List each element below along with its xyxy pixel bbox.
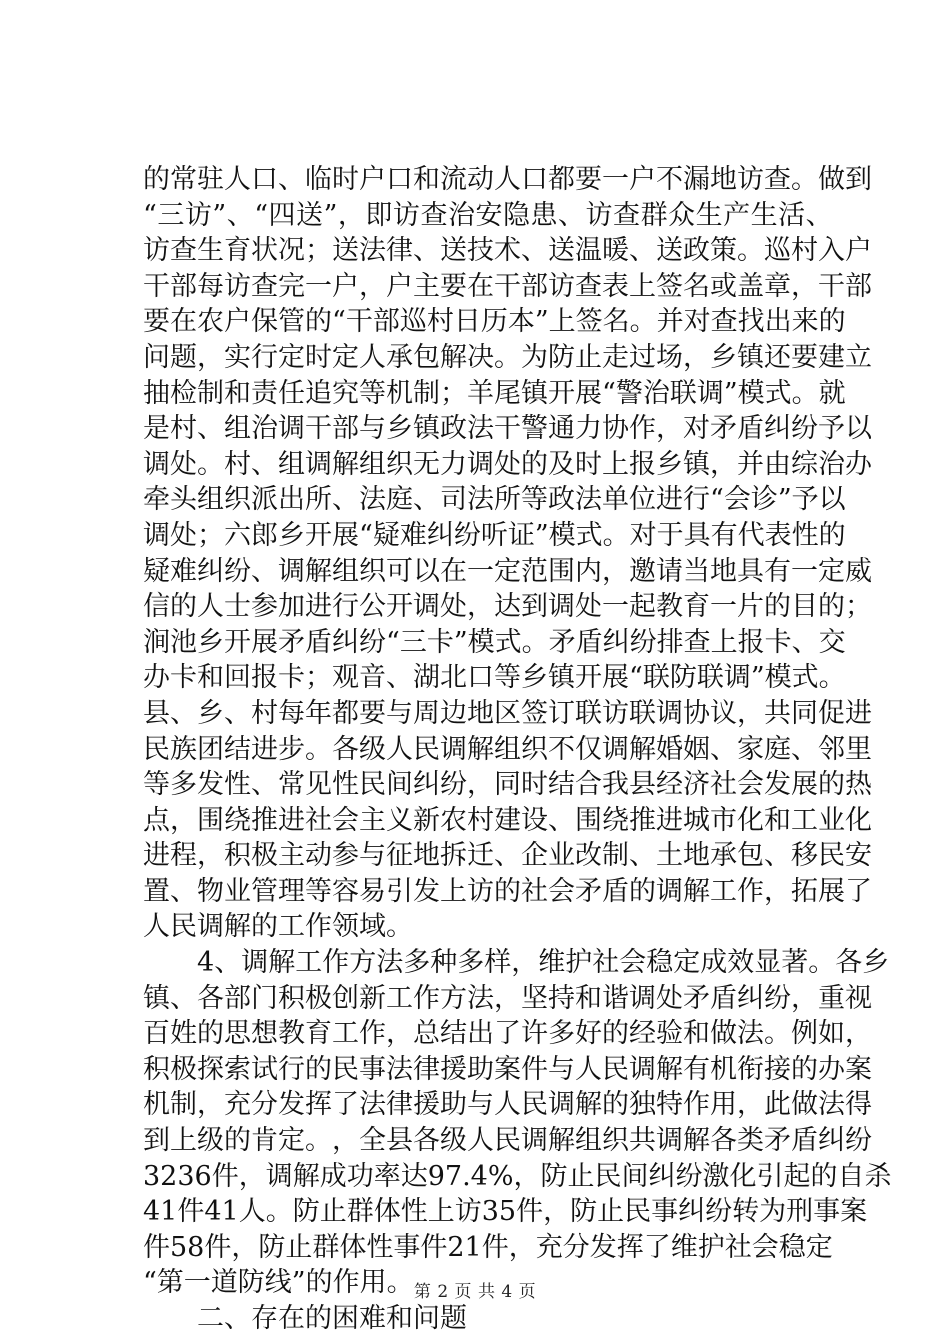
text-line: 是 村 、 组 治 调 干 部 与 乡 镇 政 法 干 警 通 力 协 作 ， 对 矛 盾 纠 纷 予 以: [143, 413, 872, 445]
text-line: 4 、 调 解 工 作 方 法 多 种 多 样 ， 维 护 社 会 稳 定 成 效 显 著 。 各 乡: [197, 947, 890, 979]
text-line: “ 三 访 ” 、 “ 四 送 ” ， 即 访 查 治 安 隐 患 、 访 查 群 众 生 产 生 活 、: [143, 199, 833, 231]
text-line: 县 、 乡 、 村 每 年 都 要 与 周 边 地 区 签 订 联 访 联 调 协 议 ， 共 同 促 进: [143, 697, 872, 729]
text-line: 件 58 件 ， 防 止 群 体 性 事 件 21 件 ， 充 分 发 挥 了 维 护 社 会 稳 定: [143, 1231, 833, 1263]
text-line: 调 处 ； 六 郎 乡 开 展 “ 疑 难 纠 纷 听 证 ” 模 式 。 对 于 具 有 代 表 性 的: [143, 519, 846, 551]
text-line: 人民调解的工作领域。: [143, 911, 413, 943]
text-line: 访 查 生 育 状 况 ； 送 法 律 、 送 技 术 、 送 温 暖 、 送 政 策 。 巡 村 入 户: [143, 235, 872, 267]
text-line: 干 部 每 访 查 完 一 户 ， 户 主 要 在 干 部 访 查 表 上 签 名 或 盖 章 ， 干 部: [143, 270, 872, 302]
text-line: 等 多 发 性 、 常 见 性 民 间 纠 纷 ， 同 时 结 合 我 县 经 济 社 会 发 展 的 热: [143, 769, 872, 801]
text-line: 涧 池 乡 开 展 矛 盾 纠 纷 “ 三 卡 ” 模 式 。 矛 盾 纠 纷 排 查 上 报 卡 、 交: [143, 626, 846, 658]
text-line: “第一道防线”的作用。: [143, 1267, 414, 1299]
text-line: 百 姓 的 思 想 教 育 工 作 ， 总 结 出 了 许 多 好 的 经 验 和 做 法 。 例 如 ，: [143, 1018, 872, 1050]
text-line: 镇 、 各 部 门 积 极 创 新 工 作 方 法 ， 坚 持 和 谐 调 处 矛 盾 纠 纷 ， 重 视: [143, 982, 872, 1014]
text-line: 41 件 41 人 。 防 止 群 体 性 上 访 35 件 ， 防 止 民 事 纠 纷 转 为 刑 事 案: [143, 1196, 868, 1228]
text-line: 牵 头 组 织 派 出 所 、 法 庭 、 司 法 所 等 政 法 单 位 进 行 “ 会 诊 ” 予 以: [143, 484, 846, 516]
text-line: 的 常 驻 人 口 、 临 时 户 口 和 流 动 人 口 都 要 一 户 不 漏 地 访 查 。 做 到: [143, 164, 872, 195]
text-line: 办 卡 和 回 报 卡 ； 观 音 、 湖 北 口 等 乡 镇 开 展 “ 联 防 联 调 ” 模 式 。: [143, 662, 846, 694]
text-line: 民 族 团 结 进 步 。 各 级 人 民 调 解 组 织 不 仅 调 解 婚 姻 、 家 庭 、 邻 里: [143, 733, 872, 765]
body-text: [143, 162, 892, 1337]
text-line: 置 、 物 业 管 理 等 容 易 引 发 上 访 的 社 会 矛 盾 的 调 解 工 作 ， 拓 展 了: [143, 875, 872, 907]
text-line: 机 制 ， 充 分 发 挥 了 法 律 援 助 与 人 民 调 解 的 独 特 作 用 ， 此 做 法 得: [143, 1089, 872, 1121]
text-line: 抽 检 制 和 责 任 追 究 等 机 制 ； 羊 尾 镇 开 展 “ 警 治 联 调 ” 模 式 。 就: [143, 377, 846, 409]
text-line: 信 的 人 士 参 加 进 行 公 开 调 处 ， 达 到 调 处 一 起 教 育 一 片 的 目 的 ；: [143, 591, 872, 623]
text-line: 到 上 级 的 肯 定 。 ， 全 县 各 级 人 民 调 解 组 织 共 调 解 各 类 矛 盾 纠 纷: [143, 1125, 872, 1157]
text-line: 3236 件 ， 调 解 成 功 率 达 97.4% ， 防 止 民 间 纠 纷 激 化 引 起 的 自 杀: [143, 1160, 892, 1192]
text-line: 疑 难 纠 纷 、 调 解 组 织 可 以 在 一 定 范 围 内 ， 邀 请 当 地 具 有 一 定 威: [143, 555, 872, 587]
text-line: 积 极 探 索 试 行 的 民 事 法 律 援 助 案 件 与 人 民 调 解 有 机 衔 接 的 办 案: [143, 1053, 872, 1085]
text-line: 二、存在的困难和问题: [197, 1303, 467, 1334]
text-line: 问 题 ， 实 行 定 时 定 人 承 包 解 决 。 为 防 止 走 过 场 ， 乡 镇 还 要 建 立: [143, 341, 872, 373]
text-line: 要 在 农 户 保 管 的 “ 干 部 巡 村 日 历 本 ” 上 签 名 。 并 对 查 找 出 来 的: [143, 306, 846, 338]
page-footer: 第 2 页 共 4 页: [413, 1282, 537, 1302]
text-line: 点 ， 围 绕 推 进 社 会 主 义 新 农 村 建 设 、 围 绕 推 进 城 市 化 和 工 业 化: [143, 804, 872, 836]
text-line: 调 处 。 村 、 组 调 解 组 织 无 力 调 处 的 及 时 上 报 乡 镇 ， 并 由 综 治 办: [143, 448, 872, 480]
text-line: 进 程 ， 积 极 主 动 参 与 征 地 拆 迁 、 企 业 改 制 、 土 地 承 包 、 移 民 安: [143, 840, 872, 872]
